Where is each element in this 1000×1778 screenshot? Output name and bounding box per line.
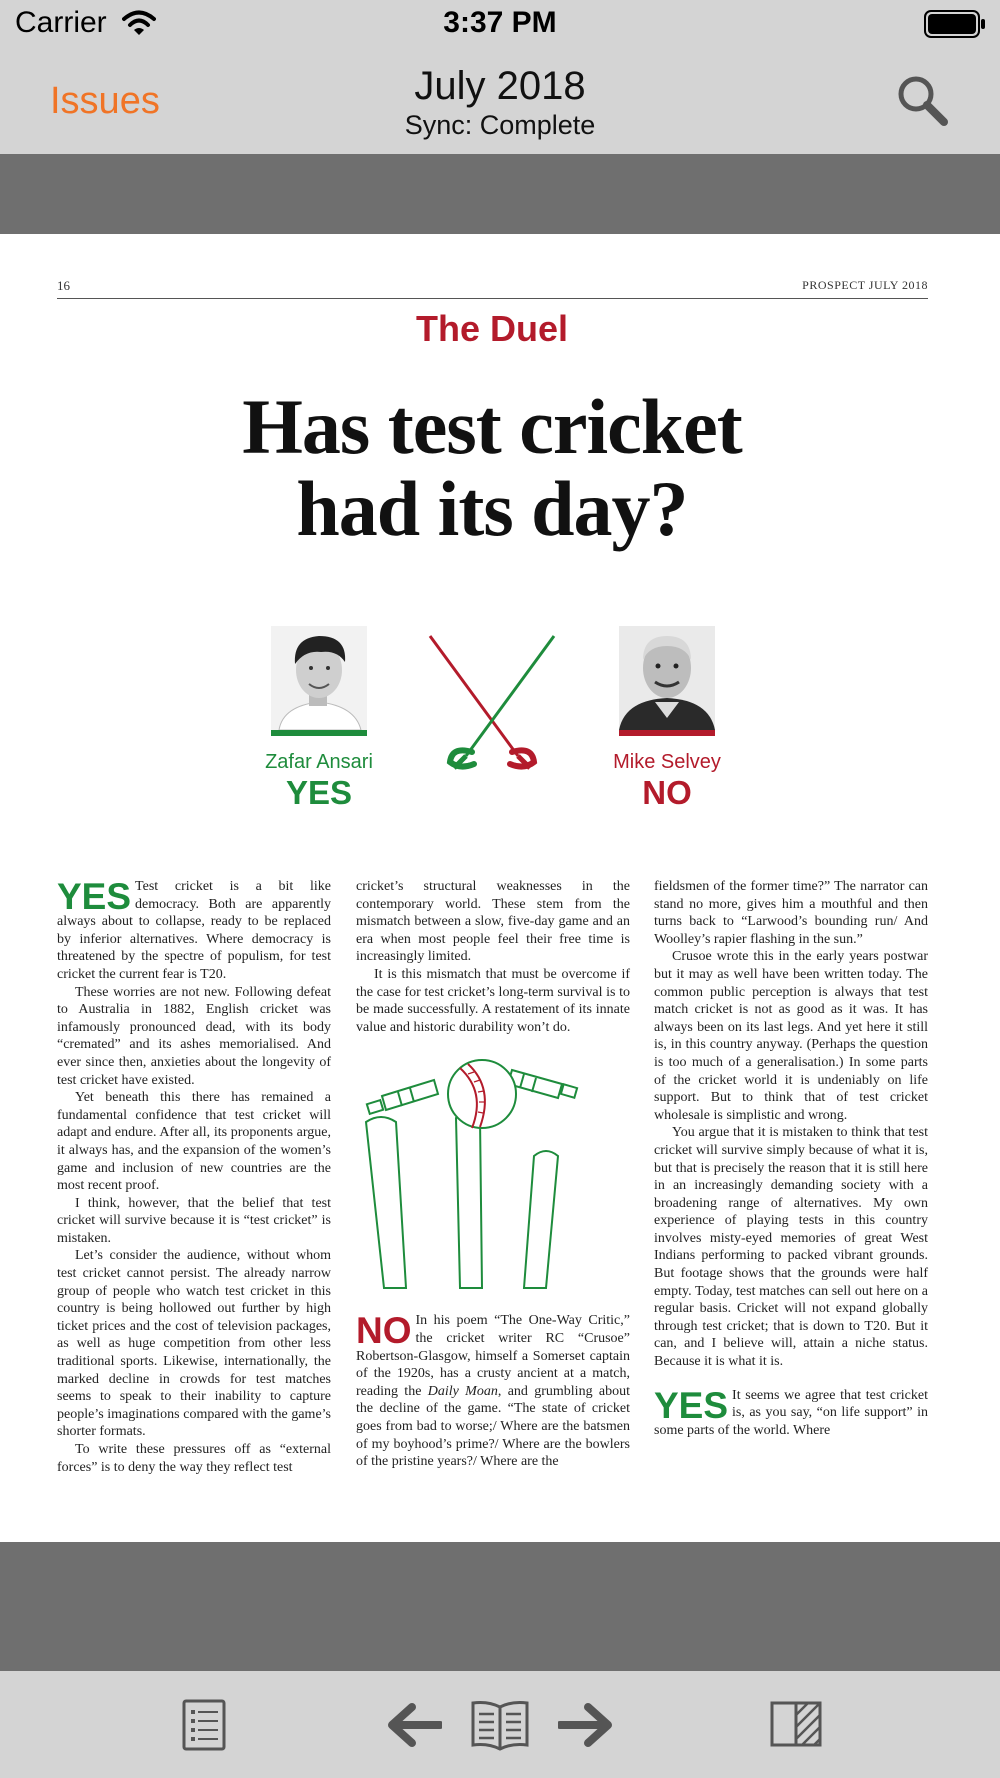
next-page-arrow-icon[interactable] bbox=[558, 1701, 614, 1749]
col1-paragraph-1: YES Test cricket is a bit like democracy. Both are apparently always about to collapse, ready to be replaced by inferior alternatives. Where democracy is threatened by the spectre of populism, for test cricket the current fear is T20. bbox=[57, 876, 331, 982]
col3-paragraph-1: fieldsmen of the former time?” The narrator can stand no more, gives him a mouthful and then turns back to “Larwood’s bounding run/ And Woolley’s rapier flashing in the sun.” bbox=[654, 879, 928, 947]
mike-selvey-photo bbox=[619, 626, 715, 736]
headline-line-2: had its day? bbox=[296, 465, 688, 552]
magazine-page[interactable] bbox=[0, 234, 1000, 1542]
page-background-top bbox=[0, 154, 1000, 234]
contents-list-icon[interactable] bbox=[182, 1699, 226, 1751]
battery-icon bbox=[924, 10, 986, 38]
col3-paragraph-4: YES It seems we agree that test cricket is, as you say, “on life support” in some parts of the world. Where bbox=[654, 1384, 928, 1438]
sync-status: Sync: Complete bbox=[404, 110, 596, 140]
status-bar bbox=[0, 0, 1000, 50]
previous-page-arrow-icon[interactable] bbox=[386, 1701, 442, 1749]
col2-paragraph-3: NO In his poem “The One-Way Critic,” the cricket writer RC “Crusoe” Robertson-Glasgow, himself a Somerset captain of the 1920s, has a crusty ancient at a match, reading the Daily Moan, and grumbling about the decline of the game. “The state of cricket goes from bad to worse;/ Where are the batsmen of my boyhood’s prime?/ Where are the bowlers of the pristine years?/ Where are the bbox=[356, 1310, 631, 1470]
stumps-and-ball-illustration bbox=[362, 1052, 624, 1292]
masthead: PROSPECT JULY 2018 bbox=[802, 278, 928, 292]
page-number: 16 bbox=[57, 278, 70, 293]
bottom-toolbar bbox=[0, 1671, 1000, 1778]
debater-vote-no: NO bbox=[642, 774, 692, 811]
navigation-bar bbox=[0, 50, 1000, 154]
headline bbox=[0, 383, 984, 552]
header-rule bbox=[57, 298, 928, 299]
col3-paragraph-2: Crusoe wrote this in the early years postwar but it may as well have been written today. The common public perception is always that test match cricket is not as good as it was. It has always been on its last legs. And yet here it still is, in this country anyway. (Perhaps the question is too much of a generalisation.) In some parts of the cricket world it is undeniably on life support. But to think that of test cricket wholesale is simplistic and wrong. bbox=[654, 949, 928, 1123]
headline-line-1: Has test cricket bbox=[242, 383, 742, 470]
yes-dropcap-2: YES bbox=[654, 1384, 729, 1426]
no-dropcap: NO bbox=[356, 1310, 412, 1352]
article-column-1 bbox=[57, 878, 331, 1476]
col1-paragraph-6: To write these pressures off as “external forces” is to deny the way they reflect test bbox=[57, 1442, 331, 1475]
debater-name-no: Mike Selvey bbox=[613, 751, 721, 773]
search-icon[interactable] bbox=[894, 72, 950, 128]
debater-name-yes: Zafar Ansari bbox=[265, 751, 373, 773]
page-view-icon[interactable] bbox=[470, 1699, 530, 1751]
issues-back-button[interactable]: Issues bbox=[50, 80, 160, 122]
yes-dropcap: YES bbox=[57, 876, 132, 917]
crossed-swords-icon bbox=[426, 634, 558, 770]
col3-paragraph-3: You argue that it is mistaken to think that test cricket will survive simply because of what it is, but that is precisely the reason that it is still here in an increasingly demanding society with a broadening range of alternatives. My own experience of playing tests in this country involves misty-eyed memories of great West Indians performing to packed vibrant grounds. But footage shows that the grounds were half empty. Today, test matches can sell out here on a regular basis. Cricket will not expand globally through test cricket; that is down to T20. But it can, and I believe will, attain a niche status. Because it is what it is. bbox=[654, 1125, 928, 1370]
debater-vote-yes: YES bbox=[285, 774, 353, 811]
article-column-2 bbox=[356, 878, 630, 1471]
col2-paragraph-1: cricket’s structural weaknesses in the contemporary world. These stem from the mismatch between a slow, five-day game and an era when most people feel their free time is increasingly limited. bbox=[356, 879, 630, 965]
zafar-ansari-photo bbox=[271, 626, 367, 736]
col2-paragraph-2: It is this mismatch that must be overcome if the case for test cricket’s long-term survival is to be made successfully. A restatement of its innate value and historic durability won’t do. bbox=[356, 966, 630, 1035]
issue-title: July 2018 bbox=[414, 64, 586, 108]
col1-paragraph-5: Let’s consider the audience, without whom test cricket cannot persist. The already narrow group of people who watch test cricket in this country is being hollowed out further by high ticket prices and the cost of television packages, as well as huge competition from other less traditional sports. Likewise, internationally, the marked decline in crowds for test matches seems to speak to their inability to capture people’s imaginations compared with the game’s shorter formats. bbox=[57, 1248, 331, 1440]
col1-paragraph-2: These worries are not new. Following defeat to Australia in 1882, English cricket was infamously pronounced dead, with its body “cremated” and its ashes memorialised. And ever since then, anxieties about the longevity of test cricket have existed. bbox=[57, 984, 331, 1088]
section-title: The Duel bbox=[415, 308, 568, 349]
col1-paragraph-3: Yet beneath this there has remained a fundamental confidence that test cricket will adapt and endure. After all, its proponents argue, it always has, and the expansion of the women’s game and inclusion of new countries are the most recent proof. bbox=[57, 1090, 331, 1194]
split-view-icon[interactable] bbox=[770, 1701, 822, 1747]
carrier-label: Carrier bbox=[15, 6, 107, 39]
col1-paragraph-4: I think, however, that the belief that test cricket will survive because it is “test cricket” is mistaken. bbox=[57, 1195, 331, 1246]
article-column-3 bbox=[654, 878, 928, 1439]
clock-time: 3:37 PM bbox=[443, 6, 557, 39]
page-background-bottom bbox=[0, 1542, 1000, 1671]
